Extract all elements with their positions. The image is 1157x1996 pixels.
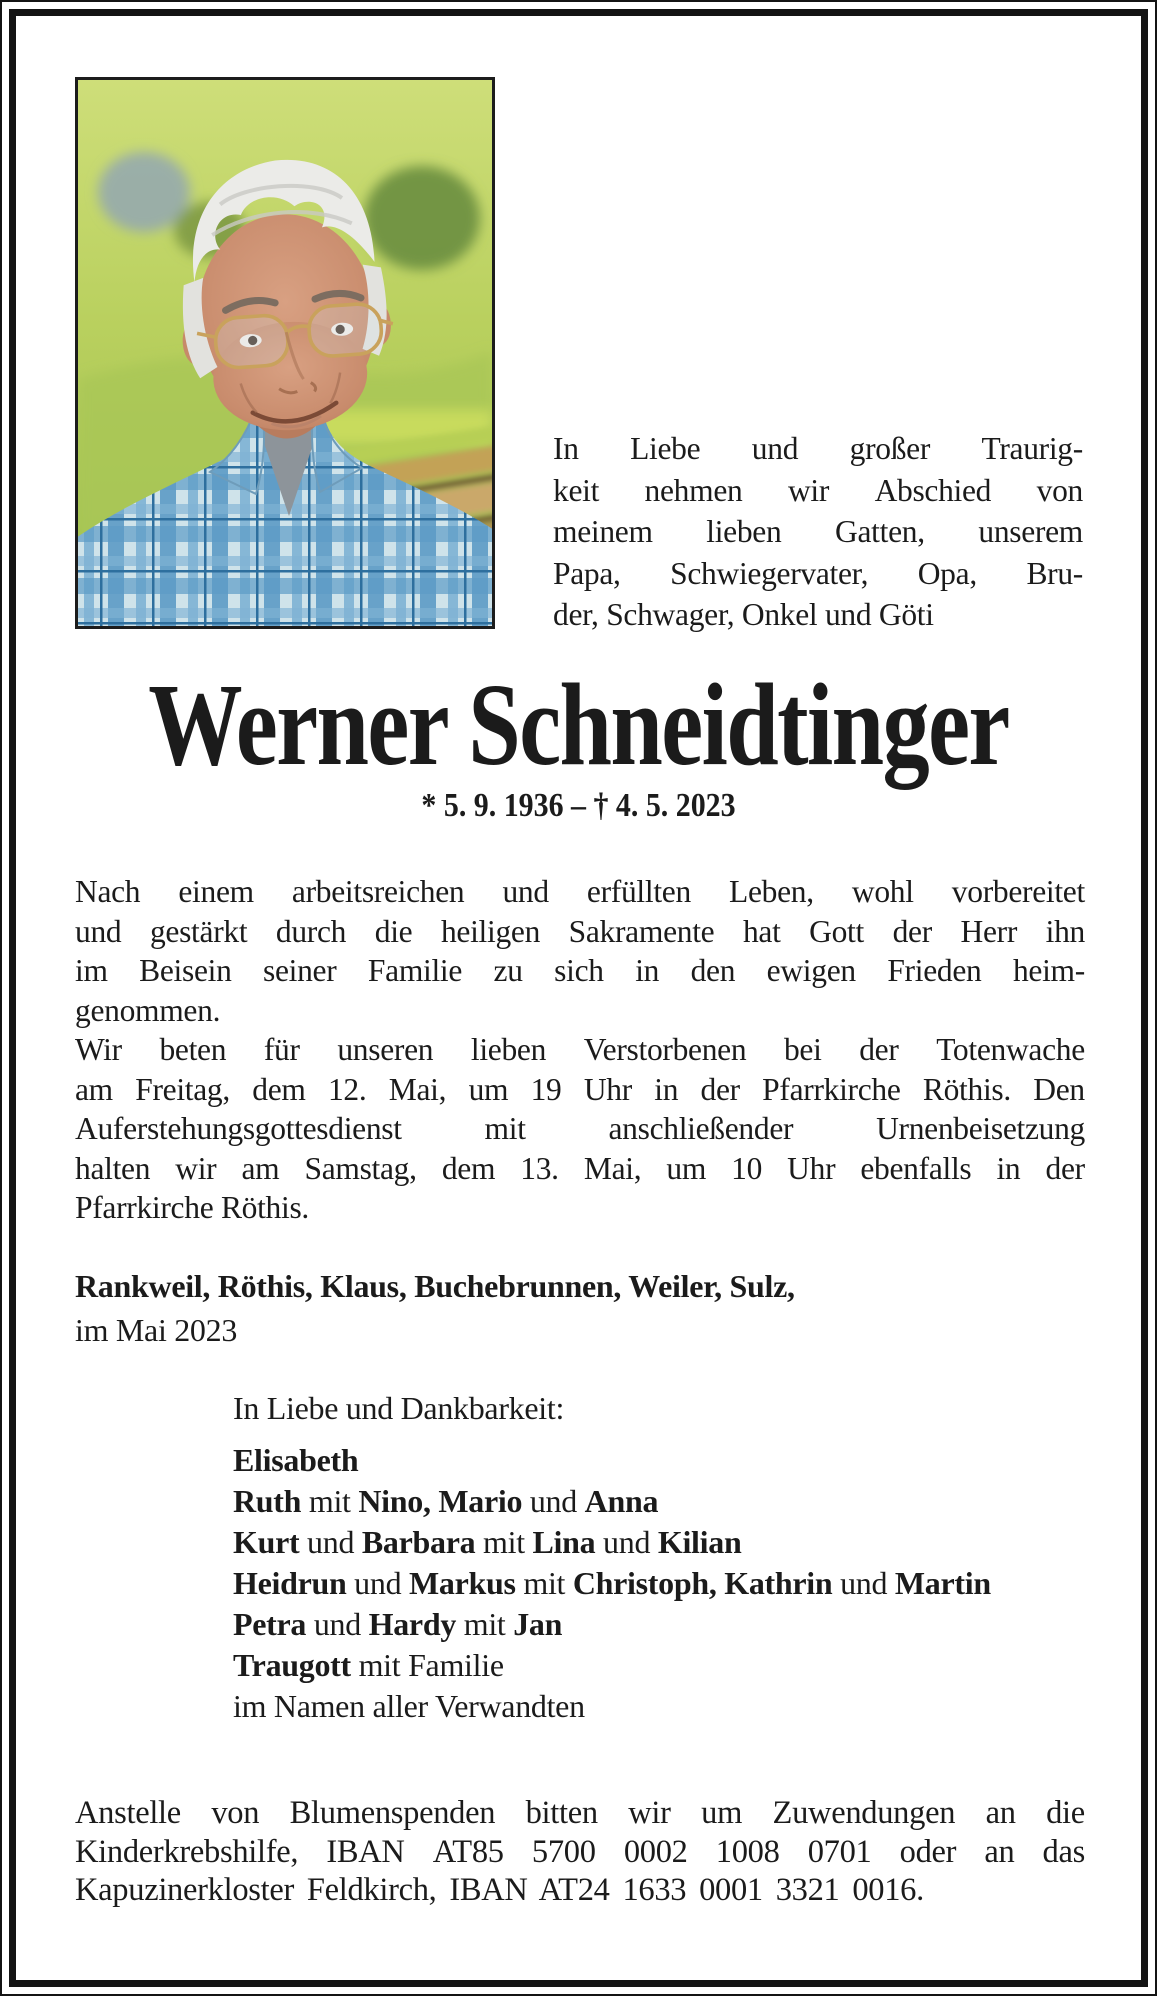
condolence-heading: In Liebe und Dankbarkeit: [233,1390,565,1426]
intro-paragraph: In Liebe und großer Traurig- keit nehmen wir Abschied von meinem lieben Gatten, unserem Papa, Schwiegervater, Opa, Bru- der, Schwager, Onkel und Göti [553,431,1083,632]
places-block [75,1264,1085,1352]
life-dates: * 5. 9. 1936 – † 4. 5. 2023 [421,787,736,824]
donation-paragraph: Anstelle von Blumenspenden bitten wir um Zuwendungen an die Kinderkrebshilfe, IBAN AT85 5700 0002 1008 0701 oder an das Kapuzinerkloster Feldkirch, IBAN AT24 1633 0001 3321 0016. [75,1795,1085,1908]
condolence-block [233,1388,1093,1727]
places-line: Rankweil, Röthis, Klaus, Buchebrunnen, Weiler, Sulz, [75,1268,795,1304]
main-paragraph: Nach einem arbeitsreichen und erfüllten Leben, wohl vorbereitet und gestärkt durch die heiligen Sakramente hat Gott der Herr ihn im Beisein seiner Familie zu sich in den ewigen Frieden heim- genommen. Wir beten für unseren lieben Verstorbenen bei der Totenwache am Freitag, dem 12. Mai, um 19 Uhr in der Pfarrkirche Röthis. Den Auferstehungsgottesdienst mit anschließender Urnenbeisetzung halten wir am Samstag, dem 13. Mai, um 10 Uhr ebenfalls in der Pfarrkirche Röthis. [75,874,1085,1225]
family-names: Elisabeth Ruth mit Nino, Mario und Anna Kurt und Barbara mit Lina und Kilian Heidrun und Markus mit Christoph, Kathrin und Martin Petra und Hardy mit Jan Traugott mit Familie im Namen aller Verwandten [233,1442,991,1724]
deceased-name: Werner Schneidtinger [148,659,1009,790]
month-year-line: im Mai 2023 [75,1312,238,1348]
portrait-illustration [78,80,492,626]
portrait-photo [75,77,495,629]
